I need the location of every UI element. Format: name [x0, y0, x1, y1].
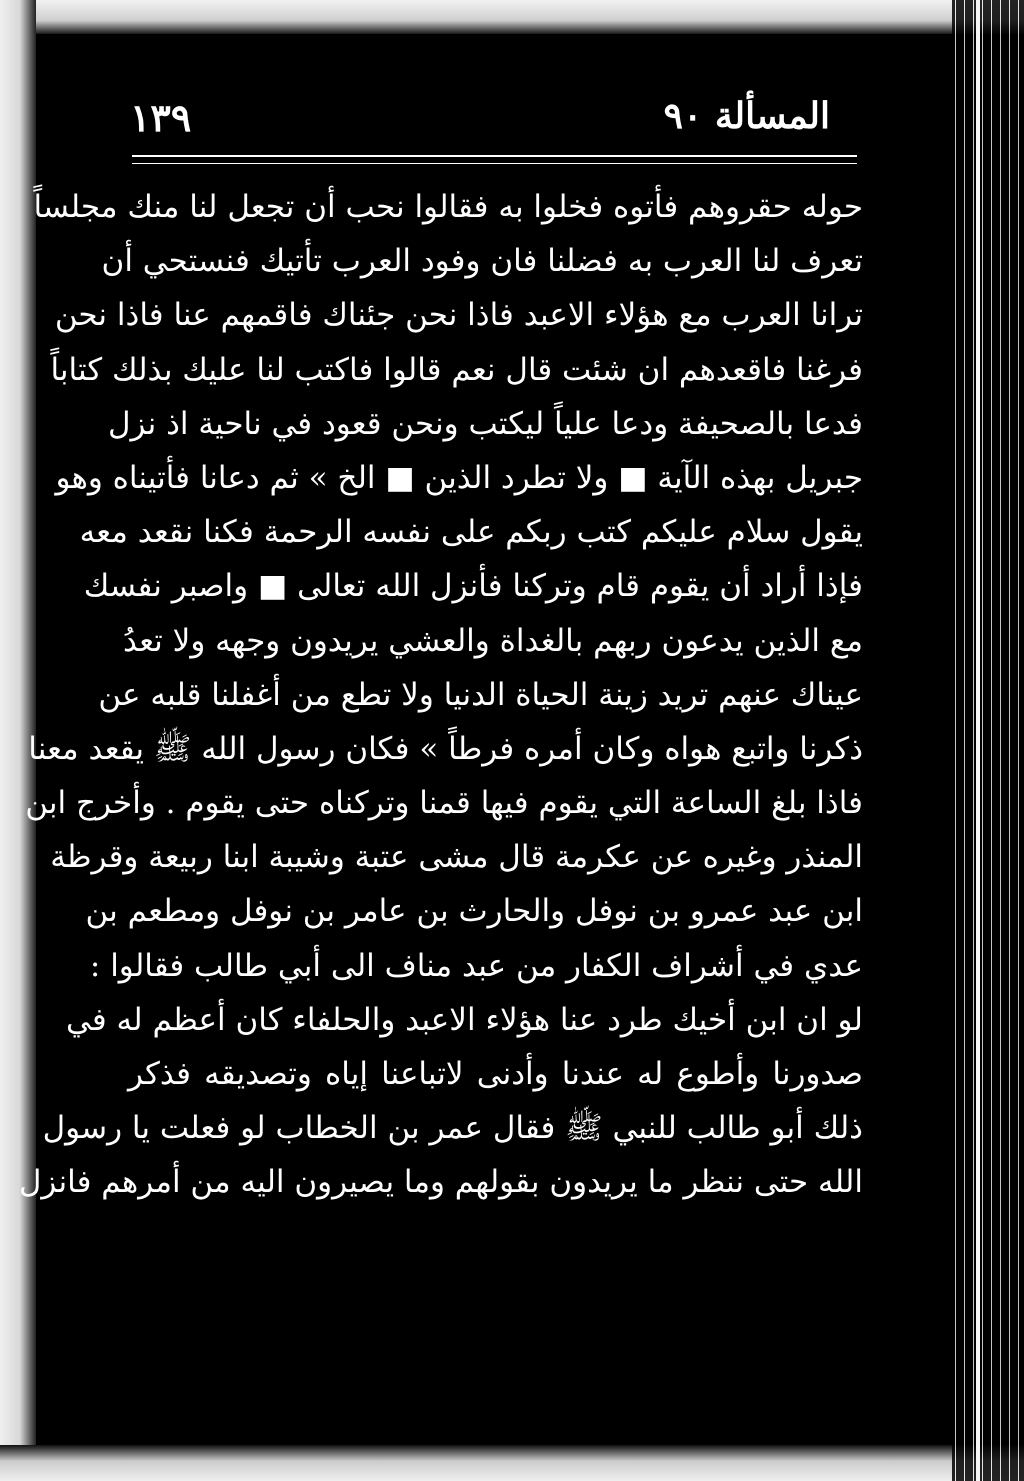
scan-border-top	[0, 0, 1024, 34]
text-line: فإذا أراد أن يقوم قام وتركنا فأنزل الله تعالى ■ واصبر نفسك	[83, 568, 863, 605]
body-text	[18, 180, 863, 1210]
header-rule-top	[132, 155, 857, 157]
text-line: صدورنا وأطوع له عندنا وأدنى لاتباعنا إياه وتصديقه فذكر	[128, 1056, 863, 1092]
text-line: عدي في أشراف الكفار من عبد مناف الى أبي طالب فقالوا :	[89, 947, 863, 984]
running-head: المسألة ٩٠	[663, 95, 830, 137]
text-line: فاذا بلغ الساعة التي يقوم فيها قمنا وتركناه حتى يقوم . وأخرج ابن	[25, 785, 863, 822]
text-line: تعرف لنا العرب به فضلنا فان وفود العرب تأتيك فنستحي أن	[101, 243, 863, 280]
text-line: يقول سلام عليكم كتب ربكم على نفسه الرحمة فكنا نقعد معه	[79, 514, 863, 551]
spine-edge	[976, 0, 980, 1481]
text-line: فدعا بالصحيفة ودعا علياً ليكتب ونحن قعود في ناحية اذ نزل	[108, 405, 863, 442]
text-line: الله حتى ننظر ما يريدون بقولهم وما يصيرون اليه من أمرهم فانزل	[18, 1164, 863, 1201]
text-line: عيناك عنهم تريد زينة الحياة الدنيا ولا تطع من أغفلنا قلبه عن	[98, 676, 863, 713]
text-line: المنذر وغيره عن عكرمة قال مشى عتبة وشيبة ابنا ربيعة وقرظة	[50, 839, 863, 876]
text-line: فرغنا فاقعدهم ان شئت قال نعم قالوا فاكتب لنا عليك بذلك كتاباً	[50, 351, 863, 388]
text-line: مع الذين يدعون ربهم بالغداة والعشي يريدون وجهه ولا تعدُ	[122, 622, 863, 659]
page-header	[130, 95, 830, 155]
text-line: ترانا العرب مع هؤلاء الاعبد فاذا نحن جئناك فاقمهم عنا فاذا نحن	[54, 297, 863, 334]
page-number: ١٣٩	[130, 95, 192, 140]
text-line: ابن عبد عمرو بن نوفل والحارث بن عامر بن نوفل ومطعم بن	[85, 893, 863, 930]
scan-border-bottom	[0, 1445, 1024, 1481]
text-line: لو ان ابن أخيك طرد عنا هؤلاء الاعبد والحلفاء كان أعظم له في	[66, 1001, 863, 1038]
header-rule-bottom	[132, 163, 857, 164]
text-line: ذلك أبو طالب للنبي ﷺ فقال عمر بن الخطاب لو فعلت يا رسول	[42, 1110, 863, 1147]
book-spine	[952, 0, 1024, 1481]
text-line: حوله حقروهم فأتوه فخلوا به فقالوا نحب أن تجعل لنا منك مجلساً	[33, 189, 863, 225]
text-line: جبريل بهذه الآية ■ ولا تطرد الذين ■ الخ » ثم دعانا فأتيناه وهو	[55, 459, 863, 496]
text-line: ذكرنا واتبع هواه وكان أمره فرطاً » فكان رسول الله ﷺ يقعد معنا	[28, 730, 863, 767]
